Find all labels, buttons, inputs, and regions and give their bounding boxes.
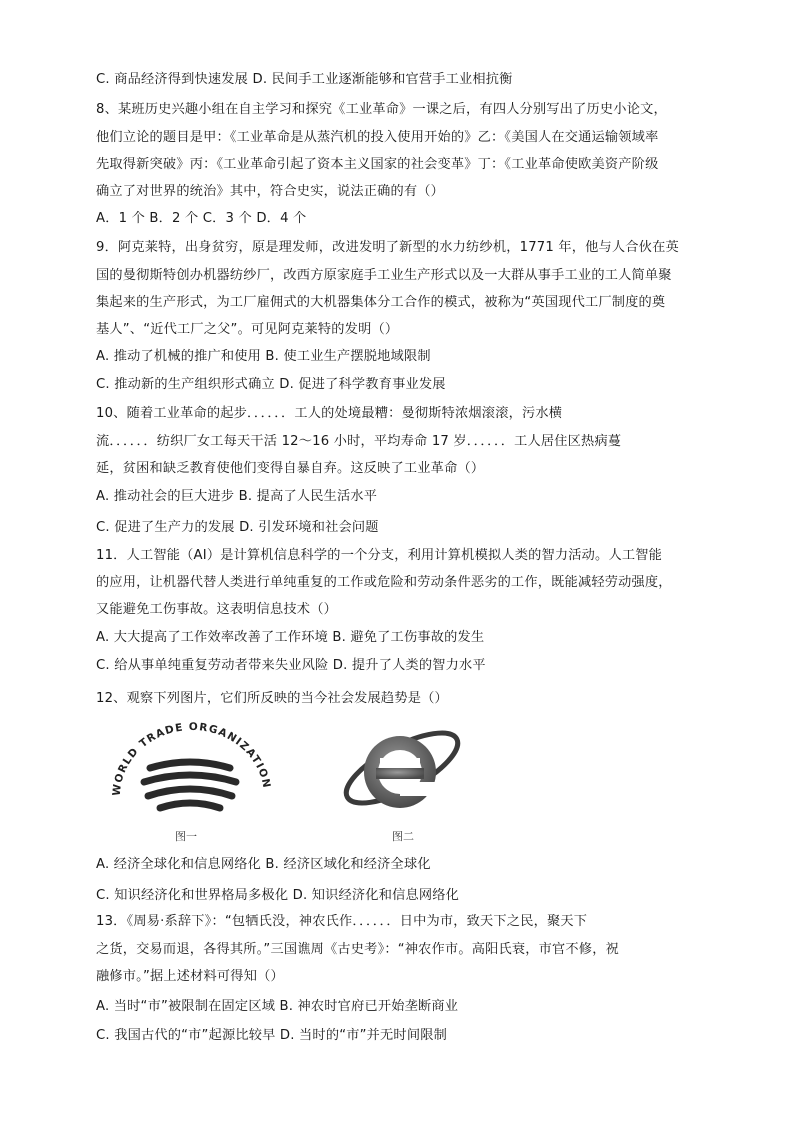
wto-logo-text: WORLD TRADE ORGANIZATION	[110, 720, 273, 797]
options-line: A. 经济全球化和信息网络化 B. 经济区域化和经济全球化	[96, 857, 431, 872]
question-9-line: 9．阿克莱特，出身贫穷，原是理发师，改进发明了新型的水力纺纱机，1771 年，他与人合伙在英	[96, 240, 679, 255]
wto-logo-icon	[98, 716, 278, 826]
text-line: 融修市。”据上述材料可得知（）	[96, 969, 284, 984]
text-line: 又能避免工伤事故。这表明信息技术（）	[96, 602, 337, 617]
ie-logo-figure	[336, 716, 468, 822]
text-line: 确立了对世界的统治》其中，符合史实，说法正确的有（）	[96, 184, 445, 199]
text-line: 国的曼彻斯特创办机器纺纱厂，改西方原家庭手工业生产形式以及一大群从事手工业的工人简单聚	[96, 268, 672, 283]
options-line: C. 推动新的生产组织形式确立 D. 促进了科学教育事业发展	[96, 377, 446, 392]
figure-1-caption: 图一	[175, 830, 197, 843]
question-8-line: 8、某班历史兴趣小组在自主学习和探究《工业革命》一课之后，有四人分别写出了历史小论文，	[96, 102, 667, 117]
text-line: 流．．．．．．纺织厂女工每天干活 12～16 小时，平均寿命 17 岁．．．．．．工人居住区热病蔓	[96, 434, 622, 449]
options-line: A. 大大提高了工作效率改善了工作环境 B. 避免了工伤事故的发生	[96, 630, 485, 645]
text-line: 之货，交易而退，各得其所。”三国谯周《古史考》：“神农作市。高阳氏衰，市官不修，祝	[96, 942, 619, 957]
text-line: 的应用，让机器代替人类进行单纯重复的工作或危险和劳动条件恶劣的工作，既能减轻劳动强度，	[96, 575, 672, 590]
options-line: A. 当时“市”被限制在固定区域 B. 神农时官府已开始垄断商业	[96, 999, 459, 1014]
options-line: A. 推动社会的巨大进步 B. 提高了人民生活水平	[96, 489, 378, 504]
options-line: C. 知识经济化和世界格局多极化 D. 知识经济化和信息网络化	[96, 888, 460, 903]
question-13-line: 13．《周易·系辞下》：“包牺氏没，神农氏作．．．．．．日中为市，致天下之民，聚天下	[96, 914, 588, 929]
options-line: C. 给从事单纯重复劳动者带来失业风险 D. 提升了人类的智力水平	[96, 658, 486, 673]
text-line: 他们立论的题目是甲：《工业革命是从蒸汽机的投入使用开始的》乙：《美国人在交通运输领域率	[96, 130, 659, 145]
figure-2-caption: 图二	[392, 830, 414, 843]
options-line: C. 我国古代的“市”起源比较早 D. 当时的“市”并无时间限制	[96, 1028, 447, 1043]
options-line: A．1 个 B．2 个 C．3 个 D．4 个	[96, 211, 307, 226]
question-11-line: 11．人工智能（AI）是计算机信息科学的一个分支，利用计算机模拟人类的智力活动。人工智能	[96, 548, 662, 563]
text-line: 先取得新突破》丙：《工业革命引起了资本主义国家的社会变革》丁：《工业革命使欧美资产阶级	[96, 157, 659, 172]
text-line: C. 商品经济得到快速发展 D. 民间手工业逐渐能够和官营手工业相抗衡	[96, 72, 513, 87]
question-10-line: 10、随着工业革命的起步．．．．．．工人的处境最糟：曼彻斯特浓烟滚滚，污水横	[96, 406, 563, 421]
text-line: 基人”、“近代工厂之父”。可见阿克莱特的发明（）	[96, 322, 399, 337]
options-line: A. 推动了机械的推广和使用 B. 使工业生产摆脱地域限制	[96, 349, 431, 364]
options-line: C. 促进了生产力的发展 D. 引发环境和社会问题	[96, 520, 379, 535]
text-line: 延，贫困和缺乏教育使他们变得自暴自弃。这反映了工业革命（）	[96, 461, 485, 476]
text-line: 集起来的生产形式，为工厂雇佣式的大机器集体分工合作的模式，被称为“英国现代工厂制度的奠	[96, 295, 666, 310]
internet-explorer-icon	[336, 716, 468, 822]
wto-logo-figure	[98, 716, 278, 826]
question-12-line: 12、观察下列图片，它们所反映的当今社会发展趋势是（）	[96, 691, 448, 706]
